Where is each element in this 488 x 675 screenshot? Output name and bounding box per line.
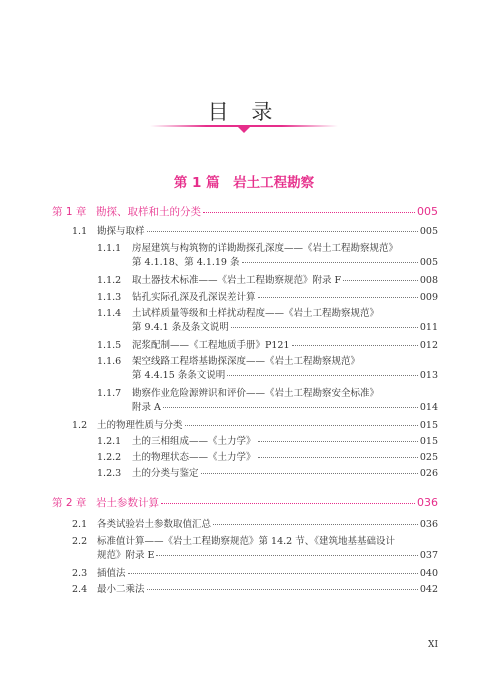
toc-entry[interactable] — [97, 275, 438, 287]
leader-dots — [147, 589, 418, 590]
page-number: 025 — [419, 452, 438, 463]
entry-title-continued: 第 4.1.18、第 4.1.19 条 — [132, 257, 240, 268]
leader-dots — [185, 425, 418, 426]
leader-dots — [227, 375, 418, 376]
toc-entry-continuation[interactable] — [132, 257, 438, 269]
toc-entry[interactable] — [97, 308, 438, 320]
leader-dots — [156, 555, 417, 556]
entry-number: 2.4 — [72, 584, 88, 595]
title-triangle-marker — [238, 127, 250, 133]
entry-title-continued: 附录 A — [132, 402, 161, 413]
entry-number: 1.1.1 — [97, 243, 122, 254]
entry-number: 1.1.5 — [97, 340, 122, 351]
page-number: 012 — [419, 340, 438, 351]
leader-dots — [163, 407, 418, 408]
entry-number: 2.3 — [72, 568, 88, 579]
entry-title: 最小二乘法 — [97, 584, 145, 595]
page-number: 013 — [419, 370, 438, 381]
entry-title: 土试样质量等级和土样扰动程度——《岩土工程勘察规范》 — [132, 308, 380, 319]
toc-entry[interactable] — [97, 340, 438, 352]
entry-title: 标准值计算——《岩土工程勘察规范》第 14.2 节、《建筑地基基础设计 — [97, 536, 395, 547]
chapter-number: 第 1 章 — [52, 206, 87, 218]
entry-number: 1.1.2 — [97, 275, 122, 286]
chapter-title: 勘探、取样和土的分类 — [96, 206, 201, 218]
toc-entry[interactable] — [97, 292, 438, 304]
entry-number: 1.2.3 — [97, 468, 122, 479]
page-number: 037 — [419, 550, 438, 561]
entry-title: 房屋建筑与构筑物的详勘勘探孔深度——《岩土工程勘察规范》 — [132, 243, 399, 254]
leader-dots — [292, 345, 418, 346]
entry-title-continued: 第 9.4.1 条及条文说明 — [132, 322, 229, 333]
leader-dots — [201, 473, 418, 474]
entry-title: 各类试验岩土参数取值汇总 — [97, 519, 212, 530]
page-number: 036 — [419, 519, 438, 530]
leader-dots — [203, 212, 415, 213]
chapter-title: 岩土参数计算 — [96, 497, 159, 509]
leader-dots — [161, 503, 415, 504]
entry-number: 2.2 — [72, 536, 88, 547]
entry-number: 1.2 — [72, 420, 88, 431]
entry-title: 土的分类与鉴定 — [132, 468, 199, 479]
chapter-number: 第 2 章 — [52, 497, 87, 509]
entry-title: 插值法 — [97, 568, 126, 579]
toc-entry[interactable] — [97, 243, 438, 255]
toc-entry[interactable] — [72, 519, 438, 531]
entry-title: 勘探与取样 — [97, 226, 145, 237]
toc-chapter-2[interactable] — [52, 497, 438, 509]
toc-entry-continuation[interactable] — [132, 370, 438, 382]
page-number: 014 — [419, 402, 438, 413]
entry-title: 土的物理状态——《土力学》 — [132, 452, 256, 463]
leader-dots — [147, 231, 418, 232]
toc-entry[interactable] — [72, 584, 438, 596]
leader-dots — [213, 524, 418, 525]
page-number: 009 — [419, 292, 438, 303]
page-number: 011 — [419, 322, 438, 333]
entry-number: 1.1.7 — [97, 388, 122, 399]
entry-number: 1.1.6 — [97, 356, 122, 367]
entry-title-continued: 规范》附录 E — [97, 550, 155, 561]
page-number: 005 — [417, 205, 438, 218]
entry-number: 1.1.3 — [97, 292, 122, 303]
toc-entry[interactable] — [72, 536, 438, 548]
toc-chapter-1[interactable] — [52, 206, 438, 218]
page-number: 015 — [419, 436, 438, 447]
leader-dots — [242, 262, 418, 263]
entry-title: 架空线路工程塔基勘探深度——《岩土工程勘察规范》 — [132, 356, 361, 367]
page-number: 026 — [419, 468, 438, 479]
entry-title: 取土器技术标准——《岩土工程勘察规范》附录 F — [132, 275, 342, 286]
entry-title-continued: 第 4.4.15 条条文说明 — [132, 370, 226, 381]
toc-entry-continuation[interactable] — [97, 550, 438, 562]
part-heading: 第 1 篇 岩土工程勘察 — [173, 175, 315, 191]
toc-entry[interactable] — [72, 226, 438, 238]
entry-number: 1.2.2 — [97, 452, 122, 463]
folio-page-number: XI — [428, 640, 438, 650]
page-number: 008 — [419, 275, 438, 286]
leader-dots — [258, 297, 418, 298]
toc-entry[interactable] — [97, 468, 438, 480]
leader-dots — [258, 441, 418, 442]
toc-entry[interactable] — [72, 568, 438, 580]
entry-title: 勘察作业危险源辨识和评价——《岩土工程勘察安全标准》 — [132, 388, 380, 399]
entry-number: 2.1 — [72, 519, 88, 530]
page-number: 005 — [419, 226, 438, 237]
entry-number: 1.1 — [72, 226, 88, 237]
page-number: 005 — [419, 257, 438, 268]
page-number: 036 — [417, 496, 438, 509]
toc-entry[interactable] — [97, 436, 438, 448]
leader-dots — [231, 327, 418, 328]
entry-title: 泥浆配制——《工程地质手册》P121 — [132, 340, 290, 351]
toc-entry-continuation[interactable] — [132, 402, 438, 414]
page-number: 040 — [419, 568, 438, 579]
toc-entry-continuation[interactable] — [132, 322, 438, 334]
page-title: 目 录 — [207, 100, 281, 124]
entry-number: 1.1.4 — [97, 308, 122, 319]
entry-title: 土的物理性质与分类 — [97, 420, 183, 431]
leader-dots — [128, 573, 418, 574]
page-number: 015 — [419, 420, 438, 431]
leader-dots — [258, 457, 418, 458]
entry-title: 土的三相组成——《土力学》 — [132, 436, 256, 447]
toc-entry[interactable] — [97, 388, 438, 400]
toc-entry[interactable] — [72, 420, 438, 432]
entry-number: 1.2.1 — [97, 436, 122, 447]
toc-entry[interactable] — [97, 452, 438, 464]
entry-title: 钻孔实际孔深及孔深误差计算 — [132, 292, 256, 303]
page-number: 042 — [419, 584, 438, 595]
leader-dots — [343, 280, 418, 281]
toc-entry[interactable] — [97, 356, 438, 368]
